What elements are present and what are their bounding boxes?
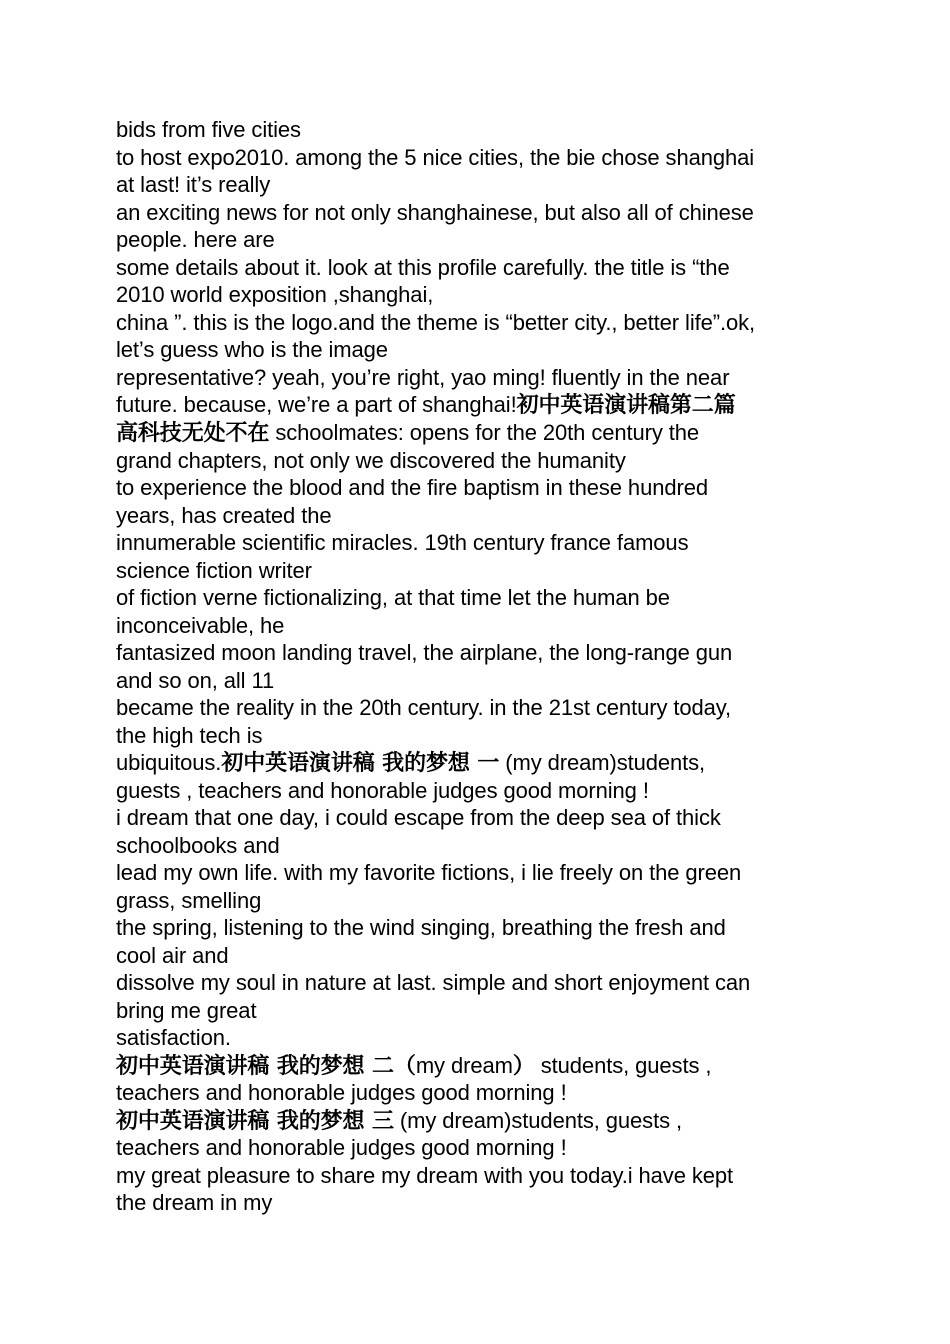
text-segment: fantasized moon landing travel, the airplane, the long-range gun (116, 640, 733, 665)
text-line (116, 1052, 711, 1080)
text-segment: i dream that one day, i could escape from the deep sea of thick (116, 805, 721, 830)
text-segment: (my dream)students, (499, 750, 706, 775)
text-line (116, 997, 256, 1025)
text-segment: people. here are (116, 227, 275, 252)
text-segment: ubiquitous. (116, 750, 222, 775)
text-segment: cool air and (116, 943, 229, 968)
text-segment: 2010 world exposition ,shanghai, (116, 282, 434, 307)
text-segment: the high tech is (116, 723, 263, 748)
text-segment: grand chapters, not only we discovered the humanity (116, 448, 626, 473)
text-line (116, 364, 729, 392)
text-segment: my great pleasure to share my dream with you today.i have kept (116, 1163, 734, 1188)
text-line (116, 336, 388, 364)
text-line (116, 557, 312, 585)
text-line (116, 914, 726, 942)
text-line (116, 447, 626, 475)
text-segment: (my dream)students, guests , (393, 1108, 683, 1133)
text-line (116, 722, 262, 750)
chinese-heading: 初中英语演讲稿 我的梦想 三 (116, 1109, 394, 1134)
text-segment: students, guests , (534, 1053, 712, 1078)
text-line (116, 116, 301, 144)
text-line (116, 226, 275, 254)
text-segment: science fiction writer (116, 558, 312, 583)
text-segment: teachers and honorable judges good morning ! (116, 1135, 567, 1160)
text-line (116, 612, 284, 640)
text-segment: at last! it’s really (116, 172, 271, 197)
text-segment: satisfaction. (116, 1025, 231, 1050)
text-segment: china ”. this is the logo.and the theme is “better city., better life”.ok, (116, 310, 756, 335)
text-segment: my dream (415, 1053, 513, 1078)
text-line (116, 694, 731, 722)
text-segment: some details about it. look at this profile carefully. the title is “the (116, 255, 730, 280)
text-line (116, 474, 708, 502)
text-line (116, 144, 754, 172)
text-line (116, 859, 741, 887)
text-segment: the spring, listening to the wind singing, breathing the fresh and (116, 915, 726, 940)
text-segment: guests , teachers and honorable judges good morning ! (116, 778, 649, 803)
text-segment: bids from five cities (116, 117, 301, 142)
text-line (116, 254, 730, 282)
text-segment: let’s guess who is the image (116, 337, 388, 362)
text-line (116, 1107, 682, 1135)
text-segment: the dream in my (116, 1190, 273, 1215)
text-line (116, 804, 721, 832)
text-segment: became the reality in the 20th century. in the 21st century today, (116, 695, 732, 720)
text-line (116, 1134, 567, 1162)
chinese-heading: 初中英语演讲稿 我的梦想 一 (221, 751, 500, 776)
text-line (116, 749, 705, 777)
text-line (116, 502, 331, 530)
text-line (116, 171, 270, 199)
text-line (116, 1162, 733, 1190)
text-line (116, 584, 670, 612)
text-segment: to host expo2010. among the 5 nice cities, the bie chose shanghai (116, 145, 755, 170)
text-line (116, 199, 754, 227)
text-segment: bring me great (116, 998, 257, 1023)
text-line (116, 309, 755, 337)
text-line (116, 419, 699, 447)
text-segment: schoolbooks and (116, 833, 280, 858)
chinese-heading: ） (512, 1054, 535, 1079)
text-line (116, 777, 649, 805)
text-segment: lead my own life. with my favorite fictions, i lie freely on the green (116, 860, 742, 885)
chinese-heading: 初中英语演讲稿 我的梦想 二（ (116, 1054, 416, 1079)
text-line (116, 391, 736, 419)
text-segment: dissolve my soul in nature at last. simple and short enjoyment can (116, 970, 751, 995)
text-segment: to experience the blood and the fire baptism in these hundred (116, 475, 708, 500)
text-line (116, 529, 688, 557)
text-line (116, 639, 732, 667)
text-segment: an exciting news for not only shanghainese, but also all of chinese (116, 200, 754, 225)
text-segment: years, has created the (116, 503, 332, 528)
text-line (116, 1024, 231, 1052)
text-segment: innumerable scientific miracles. 19th century france famous (116, 530, 689, 555)
text-line (116, 667, 274, 695)
text-segment: future. because, we’re a part of shanghai! (116, 392, 517, 417)
text-segment: and so on, all 11 (116, 668, 275, 693)
text-segment: of fiction verne fictionalizing, at that time let the human be (116, 585, 670, 610)
text-line (116, 887, 261, 915)
text-line (116, 1079, 567, 1107)
chinese-heading: 初中英语演讲稿第二篇 (516, 393, 736, 418)
chinese-heading: 高科技无处不在 (116, 421, 270, 446)
text-segment: grass, smelling (116, 888, 262, 913)
text-line (116, 832, 280, 860)
text-line (116, 969, 750, 997)
text-segment: schoolmates: opens for the 20th century the (269, 420, 700, 445)
text-line (116, 281, 433, 309)
text-segment: inconceivable, he (116, 613, 285, 638)
text-line (116, 1189, 272, 1217)
text-segment: teachers and honorable judges good morning ! (116, 1080, 567, 1105)
text-segment: representative? yeah, you’re right, yao ming! fluently in the near (116, 365, 730, 390)
text-line (116, 942, 229, 970)
